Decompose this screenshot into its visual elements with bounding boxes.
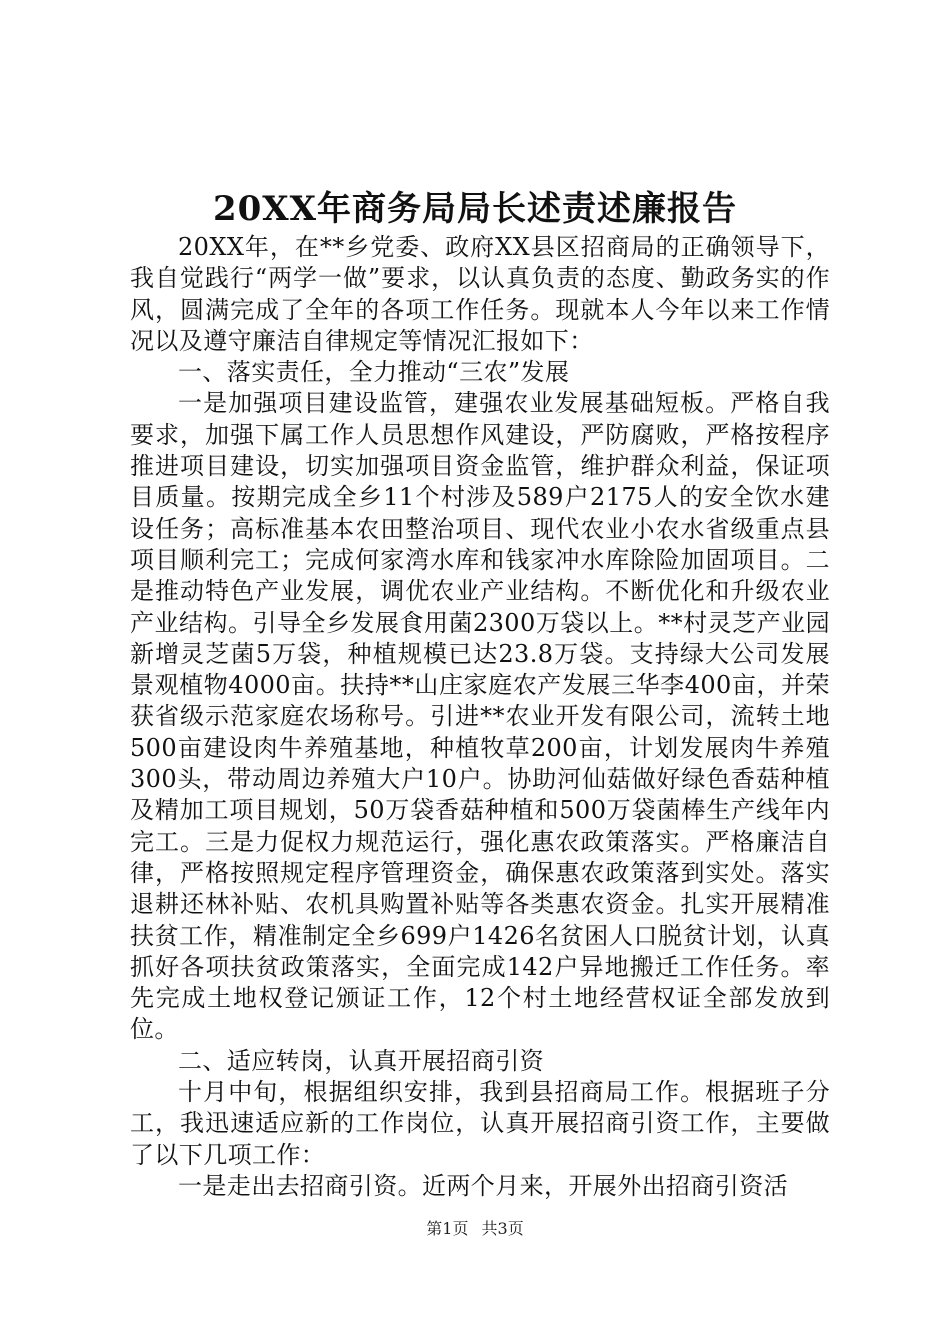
paragraph-intro: 20XX年，在**乡党委、政府XX县区招商局的正确领导下，我自觉践行“两学一做”要求，以认真负责的态度、勤政务实的作风，圆满完成了全年的各项工作任务。现就本人今年以来工作情况以及遵守廉洁自律规定等情况汇报如下：: [130, 233, 830, 355]
document-title: 20XX年商务局局长述责述廉报告: [212, 189, 738, 229]
page-number: 第1页: [426, 1219, 469, 1238]
paragraph-section-1: 一是加强项目建设监管，建强农业发展基础短板。严格自我要求，加强下属工作人员思想作风建设，严防腐败，严格按程序推进项目建设，切实加强项目资金监管，维护群众利益，保证项目质量。按期完成全乡11个村涉及589户2175人的安全饮水建设任务；高标准基本农田整治项目、现代农业小农水省级重点县项目顺利完工；完成何家湾水库和钱家冲水库除险加固项目。二是推动特色产业发展，调优农业产业结构。不断优化和升级农业产业结构。引导全乡发展食用菌2300万袋以上。**村灵芝产业园新增灵芝菌5万袋，种植规模已达23.8万袋。支持绿大公司发展景观植物4000亩。扶持**山庄家庭农产发展三华李400亩，并荣获省级示范家庭农场称号。引进**农业开发有限公司，流转土地500亩建设肉牛养殖基地，种植牧草200亩，计划发展肉牛养殖300头，带动周边养殖大户10户。协助河仙菇做好绿色香菇种植及精加工项目规划，50万袋香菇种植和500万袋菌棒生产线年内完工。三是力促权力规范运行，强化惠农政策落实。严格廉洁自律，严格按照规定程序管理资金，确保惠农政策落到实处。落实退耕还林补贴、农机具购置补贴等各类惠农资金。扎实开展精准扶贫工作，精准制定全乡699户1426名贫困人口脱贫计划，认真抓好各项扶贫政策落实，全面完成142户异地搬迁工作任务。率先完成土地权登记颁证工作，12个村土地经营权证全部发放到位。: [130, 389, 830, 1044]
paragraph-section-2: 十月中旬，根据组织安排，我到县招商局工作。根据班子分工，我迅速适应新的工作岗位，认真开展招商引资工作，主要做了以下几项工作：: [130, 1078, 830, 1169]
paragraph-section-2-item-1: 一是走出去招商引资。近两个月来，开展外出招商引资活: [178, 1171, 788, 1200]
document-body: [130, 232, 830, 1202]
section-heading-2: 二、适应转岗，认真开展招商引资: [178, 1046, 544, 1075]
page-total: 共3页: [481, 1219, 524, 1238]
page-footer: [0, 1218, 950, 1240]
section-heading-1: 一、落实责任，全力推动“三农”发展: [178, 358, 570, 387]
